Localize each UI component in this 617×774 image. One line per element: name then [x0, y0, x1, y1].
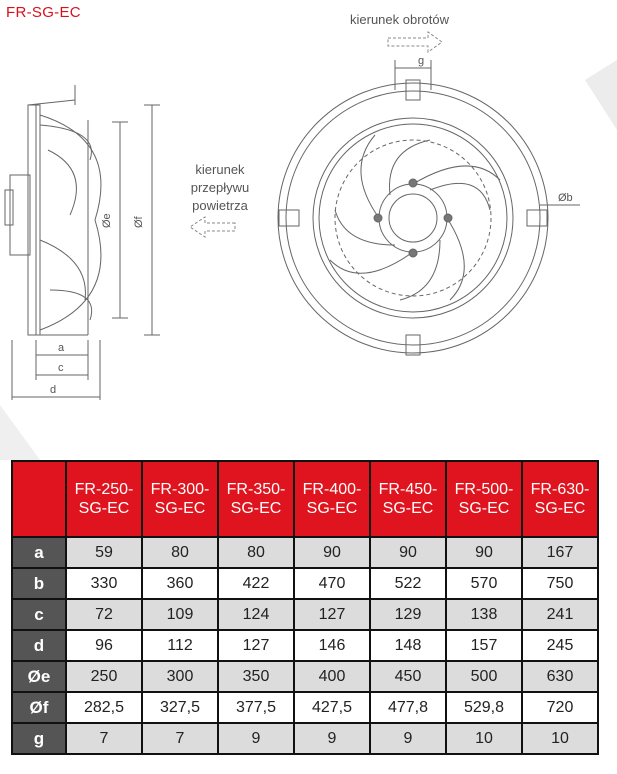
table-cell: 127 — [294, 599, 370, 630]
rotation-direction-label: kierunek obrotów — [350, 12, 449, 27]
table-cell: 10 — [446, 723, 522, 754]
table-cell: 250 — [66, 661, 142, 692]
table-cell: 80 — [142, 537, 218, 568]
dimensions-table — [11, 460, 599, 755]
table-cell: 129 — [370, 599, 446, 630]
table-cell: 529,8 — [446, 692, 522, 723]
fan-front-view — [278, 60, 580, 355]
table-corner-cell — [12, 461, 66, 537]
table-cell: 124 — [218, 599, 294, 630]
column-header: FR-350- SG-EC — [218, 461, 294, 537]
table-cell: 90 — [294, 537, 370, 568]
table-cell: 330 — [66, 568, 142, 599]
table-cell: 72 — [66, 599, 142, 630]
column-header: FR-500- SG-EC — [446, 461, 522, 537]
table-row — [12, 537, 598, 568]
table-cell: 470 — [294, 568, 370, 599]
table-cell: 148 — [370, 630, 446, 661]
dim-a-label: a — [58, 342, 65, 354]
table-cell: 59 — [66, 537, 142, 568]
dim-g-label: g — [418, 55, 425, 67]
table-cell: 10 — [522, 723, 598, 754]
column-header: FR-250- SG-EC — [66, 461, 142, 537]
row-header: a — [12, 537, 66, 568]
table-cell: 630 — [522, 661, 598, 692]
table-row — [12, 630, 598, 661]
table-cell: 167 — [522, 537, 598, 568]
airflow-label-line3: powietrza — [192, 198, 248, 213]
table-cell: 522 — [370, 568, 446, 599]
table-cell: 282,5 — [66, 692, 142, 723]
table-cell: 327,5 — [142, 692, 218, 723]
table-cell: 570 — [446, 568, 522, 599]
table-cell: 245 — [522, 630, 598, 661]
fan-side-view — [5, 85, 160, 400]
table-cell: 90 — [370, 537, 446, 568]
dim-f-label: Øf — [133, 216, 145, 228]
table-cell: 146 — [294, 630, 370, 661]
rotation-arrow-icon — [388, 32, 442, 52]
row-header: b — [12, 568, 66, 599]
table-cell: 138 — [446, 599, 522, 630]
table-row — [12, 661, 598, 692]
table-cell: 109 — [142, 599, 218, 630]
row-header: g — [12, 723, 66, 754]
table-cell: 500 — [446, 661, 522, 692]
table-cell: 112 — [142, 630, 218, 661]
table-cell: 377,5 — [218, 692, 294, 723]
column-header: FR-630- SG-EC — [522, 461, 598, 537]
row-header: d — [12, 630, 66, 661]
column-header: FR-450- SG-EC — [370, 461, 446, 537]
product-title: FR-SG-EC — [6, 4, 81, 21]
table-cell: 9 — [294, 723, 370, 754]
table-cell: 427,5 — [294, 692, 370, 723]
table-cell: 241 — [522, 599, 598, 630]
row-header: c — [12, 599, 66, 630]
table-cell: 127 — [218, 630, 294, 661]
table-cell: 450 — [370, 661, 446, 692]
table-cell: 96 — [66, 630, 142, 661]
table-cell: 720 — [522, 692, 598, 723]
table-row — [12, 723, 598, 754]
dim-d-label: d — [50, 384, 57, 396]
table-cell: 90 — [446, 537, 522, 568]
table-row — [12, 599, 598, 630]
table-cell: 422 — [218, 568, 294, 599]
table-cell: 80 — [218, 537, 294, 568]
dim-c-label: c — [58, 362, 64, 374]
table-cell: 477,8 — [370, 692, 446, 723]
table-cell: 350 — [218, 661, 294, 692]
column-header: FR-400- SG-EC — [294, 461, 370, 537]
table-cell: 9 — [218, 723, 294, 754]
table-cell: 7 — [66, 723, 142, 754]
dim-e-label: Øe — [101, 213, 113, 228]
table-cell: 750 — [522, 568, 598, 599]
airflow-direction-label — [184, 161, 256, 215]
airflow-label-line1: kierunek — [195, 162, 245, 177]
table-cell: 9 — [370, 723, 446, 754]
airflow-label-line2: przepływu — [190, 180, 250, 195]
dim-b-label: Øb — [558, 192, 573, 204]
table-cell: 360 — [142, 568, 218, 599]
table-cell: 400 — [294, 661, 370, 692]
table-cell: 157 — [446, 630, 522, 661]
row-header: Øf — [12, 692, 66, 723]
table-row — [12, 568, 598, 599]
table-cell: 7 — [142, 723, 218, 754]
column-header: FR-300- SG-EC — [142, 461, 218, 537]
table-header-row — [12, 461, 598, 537]
table-cell: 300 — [142, 661, 218, 692]
table-row — [12, 692, 598, 723]
flow-arrow-icon — [190, 217, 235, 237]
row-header: Øe — [12, 661, 66, 692]
